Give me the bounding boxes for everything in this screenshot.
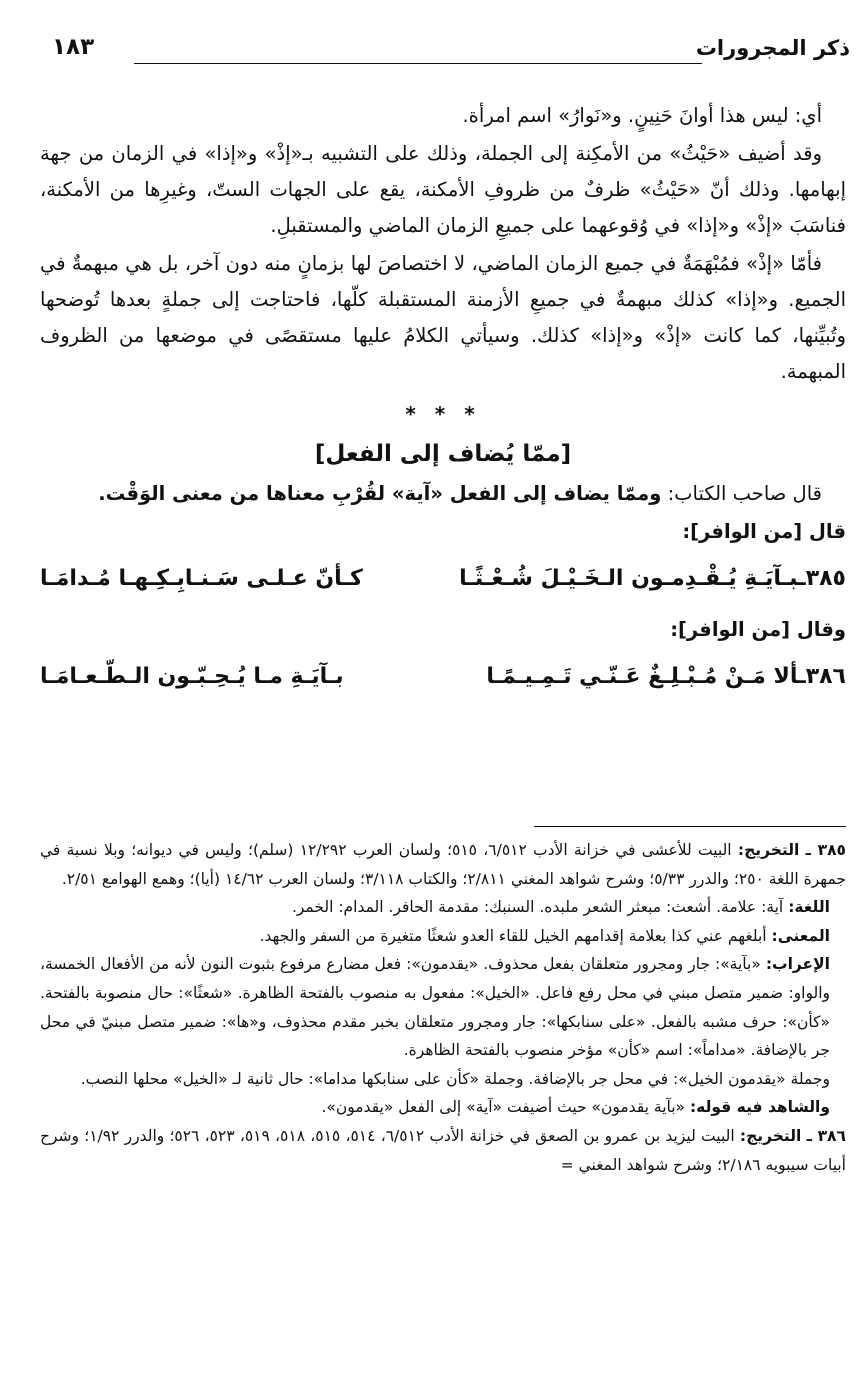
verse-385-second-hemistich: كـأنّ عـلـى سَـنـابِـكِـهـا مُـدامَـا xyxy=(40,566,363,591)
section-heading: [ممّا يُضاف إلى الفعل] xyxy=(314,441,572,467)
header-rule xyxy=(134,63,702,64)
verse-386-second-hemistich: بـآيَـةِ مـا يُـحِـبّـون الـطّـعـامَـا xyxy=(40,664,344,689)
footnote-386-text: البيت ليزيد بن عمرو بن الصعق في خزانة الأدب ٦/٥١٢، ٥١٤، ٥١٥، ٥١٨، ٥١٩، ٥٢٣، ٥٢٦؛ والدرر ١/٩٢؛ وشرح أبيات سيبويه ٢/١٨٦؛ وشرح شواهد المغني = xyxy=(40,1126,846,1174)
quote-paragraph xyxy=(40,476,846,512)
footnote-385-number: ٣٨٥ ـ xyxy=(805,841,846,859)
running-head: ذكر المجرورات xyxy=(695,36,850,60)
footnote-386-label: التخريج: xyxy=(739,1126,802,1145)
verse-385 xyxy=(40,558,846,600)
footnote-386-number: ٣٨٦ ـ xyxy=(806,1126,846,1145)
verse-385-first-hemistich xyxy=(459,558,846,600)
footnote-385-shahid xyxy=(40,1093,846,1122)
paragraph-1: أي: ليس هذا أوانَ حَنِينٍ. و«نَوارُ» اسم امرأة. xyxy=(462,104,822,127)
footnote-385-jumla: وجملة «يقدمون الخيل»: في محل جر بالإضافة. وجملة «كأن على سنابكها مداما»: حال ثانية لـ «الخيل» محلها النصب. xyxy=(80,1069,830,1088)
verse-385-intro: قال [من الوافر]: xyxy=(682,520,846,543)
footnote-386-takhrij xyxy=(40,1122,846,1179)
maana-label: المعنى: xyxy=(771,926,830,945)
verse-386 xyxy=(40,656,846,698)
footnote-385-takhrij xyxy=(40,836,846,893)
irab-label: الإعراب: xyxy=(765,955,830,974)
irab-text: «بآية»: جار ومجرور متعلقان بفعل محذوف. «يقدمون»: فعل مضارع مرفوع بثبوت النون لأنه من الأفعال الخمسة، والواو: ضمير متصل مبني في محل رفع فاعل. «الخيل»: مفعول به منصوب بالفتحة الظاهرة. «شعثًا»: حال منصوبة بالفتحة. «كأن»: حرف مشبه بالفعل. «على سنابكها»: جار ومجرور متعلقان بخبر مقدم محذوف، و«ها»: ضمير متصل مبنيّ في محل جر بالإضافة. «مداماً»: اسم «كأن» مؤخر منصوب بالفتحة الظاهرة. xyxy=(40,955,830,1060)
maana-text: أبلغهم عني كذا بعلامة إقدامهم الخيل للقاء العدو شعثًا متغيرة من السفر والجهد. xyxy=(259,926,767,945)
footnote-385-label: التخريج: xyxy=(737,841,800,859)
verse-386-first-text: ألا مَـنْ مُـبْـلِـغٌ عَـنّـي تَـمِـيـمًـا xyxy=(486,664,799,689)
lugha-text: آية: علامة. أشعث: مبعثر الشعر ملبده. السنبك: مقدمة الحافر. المدام: الخمر. xyxy=(291,898,784,917)
footnote-rule xyxy=(534,826,846,827)
quote-lead: قال صاحب الكتاب: xyxy=(667,482,822,505)
footnote-385-lugha xyxy=(40,893,846,922)
paragraph-3: فأمّا «إذْ» فمُبْهَمَةٌ في جميع الزمان الماضي، لا اختصاصَ لها بزمانٍ منه دون آخر، بل هي مبهمةٌ في الجميع. و«إذا» كذلك مبهمةٌ في جميعِ الأزمنة المستقبلة كلّها، فاحتاجت إلى جملةٍ بعدها تُوضحها وتُبيِّنها، كما كانت «إذْ» و«إذا» كذلك. وسيأتي الكلامُ عليها مستقصًى في موضعها من الظروف المبهمة. xyxy=(40,252,846,383)
footnote-385-maana xyxy=(40,922,846,951)
verse-386-number: ٣٨٦ـ xyxy=(798,664,846,689)
verse-385-first-text: بـآيَـةِ يُـقْـدِمـون الـخَـيْـلَ شُـعْـثًـا xyxy=(459,566,799,591)
footnote-385-irab xyxy=(40,950,846,1064)
footnotes xyxy=(40,836,846,1179)
paragraph-2: وقد أضيف «حَيْثُ» من الأمكِنة إلى الجملة، وذلك على التشبيه بـ«إذْ» و«إذا» في الزمان من جهة إبهامها. وذلك أنّ «حَيْثُ» ظرفٌ من ظروفِ الأمكنة، يقع على الجهات الستّ، وغيرِها من الأمكنة، فناسَبَ «إذْ» و«إذا» في وُقوعهما على جميعِ الزمان الماضي والمستقبلِ. xyxy=(40,142,846,237)
footnote-385-text: البيت للأعشى في خزانة الأدب ٦/٥١٢، ٥١٥؛ ولسان العرب ١٢/٢٩٢ (سلم)؛ وليس في ديوانه؛ وبلا نسبة في جمهرة اللغة ٢٥٠؛ والدرر ٥/٣٣؛ وشرح شواهد المغني ٢/٨١١؛ والكتاب ٣/١١٨؛ ولسان العرب ١٤/٦٢ (أيا)؛ وهمع الهوامع ٢/٥١. xyxy=(40,841,846,888)
lugha-label: اللغة: xyxy=(788,898,830,917)
verse-386-intro: وقال [من الوافر]: xyxy=(670,618,846,641)
shahid-text: «بآية يقدمون» حيث أضيفت «آية» إلى الفعل «يقدمون». xyxy=(321,1098,686,1117)
verse-385-number: ٣٨٥ـ xyxy=(798,566,846,591)
verse-386-first-hemistich xyxy=(486,656,846,698)
main-text xyxy=(40,98,846,710)
shahid-label: والشاهد فيه قوله: xyxy=(689,1098,830,1117)
page-header xyxy=(52,32,850,72)
quote-text: وممّا يضاف إلى الفعل «آية» لقُرْبِ معناها من معنى الوَقْت. xyxy=(98,482,662,505)
section-separator: * * * xyxy=(405,402,481,426)
page-number: ١٨٣ xyxy=(52,34,95,60)
